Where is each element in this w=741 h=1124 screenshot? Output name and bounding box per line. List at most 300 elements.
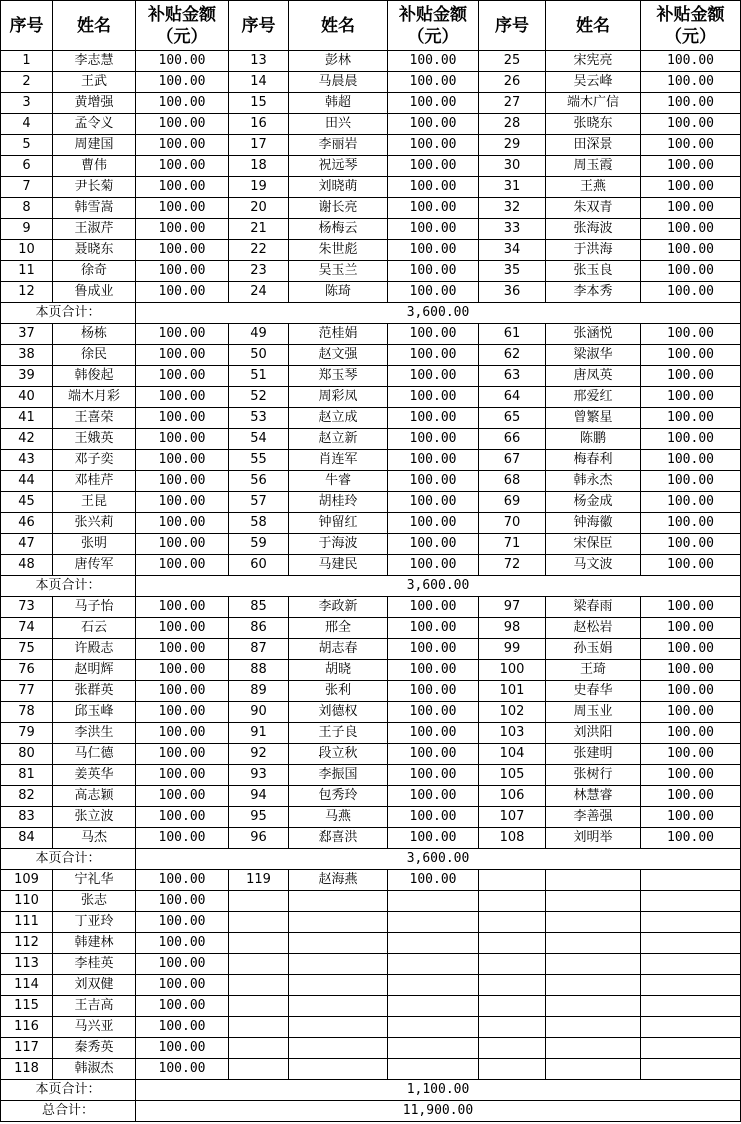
table-row	[1, 282, 741, 303]
amount-cell: 100.00	[388, 387, 479, 408]
name-cell: 于海波	[289, 534, 388, 555]
name-cell: 王吉高	[53, 996, 136, 1017]
header-seq: 序号	[229, 1, 289, 51]
table-row	[1, 261, 741, 282]
header-row	[1, 1, 741, 51]
seq-cell: 116	[1, 1017, 53, 1038]
seq-cell: 23	[229, 261, 289, 282]
seq-cell: 79	[1, 723, 53, 744]
seq-cell: 98	[479, 618, 546, 639]
amount-cell: 100.00	[641, 786, 741, 807]
name-cell: 赵立成	[289, 408, 388, 429]
name-cell: 曹伟	[53, 156, 136, 177]
amount-cell	[641, 891, 741, 912]
amount-cell	[388, 933, 479, 954]
seq-cell: 38	[1, 345, 53, 366]
name-cell: 端木月彩	[53, 387, 136, 408]
amount-cell: 100.00	[388, 450, 479, 471]
table-row	[1, 240, 741, 261]
name-cell: 马晨晨	[289, 72, 388, 93]
seq-cell: 111	[1, 912, 53, 933]
seq-cell	[229, 1017, 289, 1038]
name-cell: 邱玉峰	[53, 702, 136, 723]
amount-cell: 100.00	[641, 114, 741, 135]
name-cell: 黄增强	[53, 93, 136, 114]
amount-cell	[388, 891, 479, 912]
amount-cell: 100.00	[388, 408, 479, 429]
table-row	[1, 870, 741, 891]
table-row	[1, 891, 741, 912]
amount-cell: 100.00	[136, 555, 229, 576]
name-cell: 张玉良	[546, 261, 641, 282]
amount-cell: 100.00	[388, 681, 479, 702]
name-cell: 刘晓萌	[289, 177, 388, 198]
amount-cell: 100.00	[136, 156, 229, 177]
grand-total-label: 总合计：	[1, 1101, 136, 1122]
seq-cell: 2	[1, 72, 53, 93]
seq-cell: 40	[1, 387, 53, 408]
amount-cell: 100.00	[136, 366, 229, 387]
seq-cell: 36	[479, 282, 546, 303]
header-name: 姓名	[546, 1, 641, 51]
table-row	[1, 534, 741, 555]
name-cell: 周玉业	[546, 702, 641, 723]
name-cell: 邓子奕	[53, 450, 136, 471]
seq-cell: 44	[1, 471, 53, 492]
amount-cell	[641, 912, 741, 933]
seq-cell: 22	[229, 240, 289, 261]
seq-cell: 59	[229, 534, 289, 555]
seq-cell: 70	[479, 513, 546, 534]
amount-cell	[388, 1017, 479, 1038]
amount-cell: 100.00	[136, 429, 229, 450]
seq-cell	[229, 933, 289, 954]
seq-cell: 78	[1, 702, 53, 723]
seq-cell: 51	[229, 366, 289, 387]
amount-cell: 100.00	[388, 870, 479, 891]
name-cell: 胡晓	[289, 660, 388, 681]
amount-cell: 100.00	[388, 51, 479, 72]
name-cell: 马兴亚	[53, 1017, 136, 1038]
amount-cell: 100.00	[641, 198, 741, 219]
seq-cell: 12	[1, 282, 53, 303]
name-cell: 张明	[53, 534, 136, 555]
amount-cell: 100.00	[136, 51, 229, 72]
seq-cell	[229, 954, 289, 975]
seq-cell	[479, 891, 546, 912]
table-row	[1, 324, 741, 345]
name-cell	[289, 912, 388, 933]
name-cell: 赵海燕	[289, 870, 388, 891]
name-cell: 张海波	[546, 219, 641, 240]
amount-cell: 100.00	[388, 639, 479, 660]
seq-cell: 31	[479, 177, 546, 198]
name-cell: 郑玉琴	[289, 366, 388, 387]
name-cell: 林慧睿	[546, 786, 641, 807]
seq-cell: 61	[479, 324, 546, 345]
table-row	[1, 345, 741, 366]
amount-cell: 100.00	[388, 555, 479, 576]
amount-cell: 100.00	[641, 408, 741, 429]
seq-cell: 19	[229, 177, 289, 198]
amount-cell	[641, 954, 741, 975]
seq-cell: 24	[229, 282, 289, 303]
name-cell: 宋保臣	[546, 534, 641, 555]
table-row	[1, 639, 741, 660]
table-row	[1, 198, 741, 219]
page-total-value: 3,600.00	[136, 849, 741, 870]
seq-cell: 118	[1, 1059, 53, 1080]
seq-cell	[479, 1038, 546, 1059]
amount-cell: 100.00	[388, 72, 479, 93]
seq-cell: 13	[229, 51, 289, 72]
name-cell: 徐奇	[53, 261, 136, 282]
name-cell: 马杰	[53, 828, 136, 849]
seq-cell: 112	[1, 933, 53, 954]
table-row	[1, 1017, 741, 1038]
amount-cell: 100.00	[641, 660, 741, 681]
name-cell	[289, 1017, 388, 1038]
name-cell: 张晓东	[546, 114, 641, 135]
seq-cell: 67	[479, 450, 546, 471]
seq-cell: 115	[1, 996, 53, 1017]
name-cell	[546, 933, 641, 954]
seq-cell	[479, 933, 546, 954]
table-row	[1, 135, 741, 156]
name-cell: 朱双青	[546, 198, 641, 219]
amount-cell: 100.00	[136, 282, 229, 303]
seq-cell: 33	[479, 219, 546, 240]
table-row	[1, 408, 741, 429]
table-row	[1, 660, 741, 681]
seq-cell: 68	[479, 471, 546, 492]
amount-cell: 100.00	[136, 597, 229, 618]
amount-cell: 100.00	[388, 534, 479, 555]
amount-cell: 100.00	[641, 702, 741, 723]
table-row	[1, 72, 741, 93]
seq-cell: 85	[229, 597, 289, 618]
table-row	[1, 156, 741, 177]
name-cell: 韩淑杰	[53, 1059, 136, 1080]
seq-cell: 49	[229, 324, 289, 345]
seq-cell: 86	[229, 618, 289, 639]
name-cell: 肖连军	[289, 450, 388, 471]
amount-cell	[641, 1059, 741, 1080]
table-row	[1, 807, 741, 828]
seq-cell	[229, 891, 289, 912]
name-cell: 端木广信	[546, 93, 641, 114]
seq-cell: 90	[229, 702, 289, 723]
amount-cell: 100.00	[641, 135, 741, 156]
name-cell: 周建国	[53, 135, 136, 156]
name-cell: 徐民	[53, 345, 136, 366]
name-cell: 张树行	[546, 765, 641, 786]
seq-cell: 100	[479, 660, 546, 681]
amount-cell: 100.00	[388, 345, 479, 366]
name-cell: 孟令义	[53, 114, 136, 135]
table-row	[1, 513, 741, 534]
name-cell: 胡桂玲	[289, 492, 388, 513]
amount-cell	[388, 975, 479, 996]
name-cell: 赵松岩	[546, 618, 641, 639]
amount-cell: 100.00	[136, 1038, 229, 1059]
seq-cell: 92	[229, 744, 289, 765]
seq-cell: 95	[229, 807, 289, 828]
table-row	[1, 912, 741, 933]
table-row	[1, 954, 741, 975]
amount-cell: 100.00	[136, 387, 229, 408]
name-cell: 马仁德	[53, 744, 136, 765]
header-name: 姓名	[289, 1, 388, 51]
page-total-label: 本页合计：	[1, 303, 136, 324]
amount-cell: 100.00	[136, 114, 229, 135]
amount-cell: 100.00	[388, 786, 479, 807]
table-row	[1, 996, 741, 1017]
name-cell: 高志颖	[53, 786, 136, 807]
name-cell: 梅春利	[546, 450, 641, 471]
table-row	[1, 387, 741, 408]
amount-cell: 100.00	[136, 975, 229, 996]
amount-cell: 100.00	[388, 471, 479, 492]
table-row	[1, 933, 741, 954]
page-total-row	[1, 1080, 741, 1101]
seq-cell: 117	[1, 1038, 53, 1059]
seq-cell	[229, 975, 289, 996]
table-body	[1, 51, 741, 1122]
name-cell: 马子怡	[53, 597, 136, 618]
seq-cell	[479, 1017, 546, 1038]
name-cell: 梁春雨	[546, 597, 641, 618]
name-cell: 陈琦	[289, 282, 388, 303]
seq-cell: 106	[479, 786, 546, 807]
header-seq: 序号	[1, 1, 53, 51]
seq-cell	[229, 1038, 289, 1059]
name-cell: 马燕	[289, 807, 388, 828]
table-row	[1, 618, 741, 639]
name-cell: 祝远琴	[289, 156, 388, 177]
seq-cell: 80	[1, 744, 53, 765]
amount-cell: 100.00	[136, 534, 229, 555]
seq-cell: 56	[229, 471, 289, 492]
seq-cell: 75	[1, 639, 53, 660]
amount-cell: 100.00	[136, 723, 229, 744]
name-cell: 于洪海	[546, 240, 641, 261]
name-cell: 尹长菊	[53, 177, 136, 198]
seq-cell: 45	[1, 492, 53, 513]
table-row	[1, 492, 741, 513]
page-total-row	[1, 303, 741, 324]
seq-cell: 27	[479, 93, 546, 114]
seq-cell: 88	[229, 660, 289, 681]
page-total-value: 1,100.00	[136, 1080, 741, 1101]
amount-cell: 100.00	[388, 282, 479, 303]
name-cell: 郄喜洪	[289, 828, 388, 849]
seq-cell	[479, 870, 546, 891]
table-row	[1, 702, 741, 723]
name-cell: 马建民	[289, 555, 388, 576]
amount-cell: 100.00	[136, 1059, 229, 1080]
name-cell: 唐凤英	[546, 366, 641, 387]
name-cell: 张兴莉	[53, 513, 136, 534]
table-row	[1, 1059, 741, 1080]
amount-cell: 100.00	[388, 366, 479, 387]
page-total-row	[1, 576, 741, 597]
seq-cell: 109	[1, 870, 53, 891]
page-total-label: 本页合计：	[1, 1080, 136, 1101]
amount-cell	[388, 1038, 479, 1059]
name-cell: 邓桂芹	[53, 471, 136, 492]
seq-cell: 101	[479, 681, 546, 702]
amount-cell: 100.00	[388, 324, 479, 345]
amount-cell	[641, 996, 741, 1017]
name-cell	[546, 1017, 641, 1038]
amount-cell: 100.00	[641, 723, 741, 744]
amount-cell: 100.00	[641, 72, 741, 93]
seq-cell: 50	[229, 345, 289, 366]
amount-cell: 100.00	[136, 492, 229, 513]
seq-cell: 89	[229, 681, 289, 702]
seq-cell: 104	[479, 744, 546, 765]
name-cell: 王燕	[546, 177, 641, 198]
amount-cell: 100.00	[641, 366, 741, 387]
name-cell: 姜英华	[53, 765, 136, 786]
name-cell: 丁亚玲	[53, 912, 136, 933]
name-cell: 梁淑华	[546, 345, 641, 366]
name-cell: 李志慧	[53, 51, 136, 72]
amount-cell: 100.00	[388, 597, 479, 618]
table-row	[1, 786, 741, 807]
name-cell: 秦秀英	[53, 1038, 136, 1059]
seq-cell: 105	[479, 765, 546, 786]
amount-cell: 100.00	[136, 471, 229, 492]
name-cell: 许殿志	[53, 639, 136, 660]
seq-cell: 74	[1, 618, 53, 639]
amount-cell: 100.00	[388, 156, 479, 177]
amount-cell	[641, 933, 741, 954]
name-cell: 赵明辉	[53, 660, 136, 681]
name-cell: 韩永杰	[546, 471, 641, 492]
amount-cell: 100.00	[136, 744, 229, 765]
amount-cell: 100.00	[641, 345, 741, 366]
page-total-label: 本页合计：	[1, 576, 136, 597]
seq-cell: 77	[1, 681, 53, 702]
seq-cell: 63	[479, 366, 546, 387]
seq-cell: 107	[479, 807, 546, 828]
table-row	[1, 828, 741, 849]
name-cell: 张涵悦	[546, 324, 641, 345]
amount-cell: 100.00	[136, 450, 229, 471]
name-cell: 宁礼华	[53, 870, 136, 891]
amount-cell: 100.00	[388, 828, 479, 849]
name-cell: 谢长亮	[289, 198, 388, 219]
seq-cell: 11	[1, 261, 53, 282]
seq-cell: 14	[229, 72, 289, 93]
seq-cell: 102	[479, 702, 546, 723]
seq-cell: 69	[479, 492, 546, 513]
amount-cell: 100.00	[641, 765, 741, 786]
seq-cell: 108	[479, 828, 546, 849]
amount-cell: 100.00	[388, 219, 479, 240]
seq-cell: 119	[229, 870, 289, 891]
name-cell: 马文波	[546, 555, 641, 576]
page-total-value: 3,600.00	[136, 576, 741, 597]
seq-cell: 71	[479, 534, 546, 555]
seq-cell: 76	[1, 660, 53, 681]
amount-cell: 100.00	[388, 261, 479, 282]
name-cell	[289, 954, 388, 975]
amount-cell: 100.00	[388, 177, 479, 198]
amount-cell: 100.00	[388, 492, 479, 513]
seq-cell: 97	[479, 597, 546, 618]
amount-cell: 100.00	[388, 93, 479, 114]
amount-cell: 100.00	[641, 51, 741, 72]
name-cell: 张利	[289, 681, 388, 702]
seq-cell	[479, 996, 546, 1017]
seq-cell: 30	[479, 156, 546, 177]
amount-cell: 100.00	[641, 555, 741, 576]
amount-cell: 100.00	[136, 1017, 229, 1038]
amount-cell: 100.00	[388, 702, 479, 723]
amount-cell: 100.00	[136, 702, 229, 723]
seq-cell: 6	[1, 156, 53, 177]
amount-cell: 100.00	[641, 492, 741, 513]
seq-cell: 46	[1, 513, 53, 534]
seq-cell: 60	[229, 555, 289, 576]
name-cell: 孙玉娟	[546, 639, 641, 660]
table-row	[1, 765, 741, 786]
table-row	[1, 1038, 741, 1059]
name-cell: 陈鹏	[546, 429, 641, 450]
seq-cell: 94	[229, 786, 289, 807]
name-cell	[289, 1059, 388, 1080]
amount-cell: 100.00	[641, 282, 741, 303]
name-cell: 刘双健	[53, 975, 136, 996]
amount-cell: 100.00	[136, 261, 229, 282]
seq-cell: 87	[229, 639, 289, 660]
amount-cell: 100.00	[136, 870, 229, 891]
seq-cell: 32	[479, 198, 546, 219]
name-cell	[289, 996, 388, 1017]
seq-cell: 96	[229, 828, 289, 849]
amount-cell: 100.00	[136, 828, 229, 849]
name-cell: 韩俊起	[53, 366, 136, 387]
header-name: 姓名	[53, 1, 136, 51]
seq-cell: 4	[1, 114, 53, 135]
amount-cell: 100.00	[641, 471, 741, 492]
seq-cell: 28	[479, 114, 546, 135]
seq-cell: 114	[1, 975, 53, 996]
seq-cell: 113	[1, 954, 53, 975]
name-cell: 吴云峰	[546, 72, 641, 93]
name-cell: 张志	[53, 891, 136, 912]
seq-cell: 3	[1, 93, 53, 114]
seq-cell	[229, 996, 289, 1017]
amount-cell	[641, 870, 741, 891]
amount-cell: 100.00	[641, 429, 741, 450]
seq-cell: 84	[1, 828, 53, 849]
amount-cell: 100.00	[136, 72, 229, 93]
name-cell: 杨栋	[53, 324, 136, 345]
amount-cell: 100.00	[136, 660, 229, 681]
amount-cell: 100.00	[641, 597, 741, 618]
name-cell	[546, 975, 641, 996]
name-cell: 张建明	[546, 744, 641, 765]
table-row	[1, 471, 741, 492]
amount-cell: 100.00	[136, 765, 229, 786]
seq-cell: 62	[479, 345, 546, 366]
page-total-value: 3,600.00	[136, 303, 741, 324]
amount-cell: 100.00	[641, 513, 741, 534]
